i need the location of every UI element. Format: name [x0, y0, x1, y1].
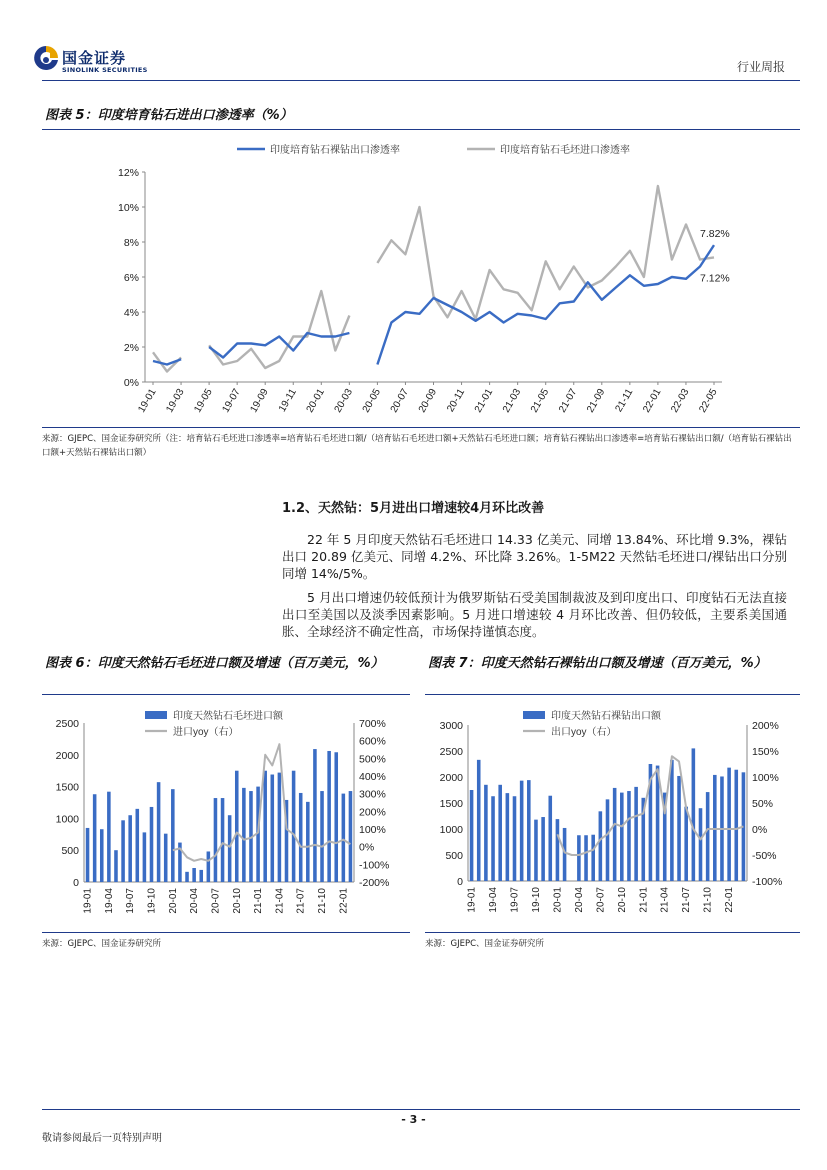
header-rule: [42, 80, 800, 81]
figure7-chart: [425, 698, 800, 930]
bar: [513, 796, 517, 881]
x-tick-label: 21-07: [295, 888, 307, 914]
x-tick-label: 20-11: [445, 387, 468, 415]
bar: [199, 870, 203, 882]
y2-tick-label: 0%: [752, 824, 768, 836]
y-tick-label: 4%: [123, 307, 139, 319]
y-tick-label: 0: [457, 876, 463, 888]
bar: [342, 794, 346, 882]
y-tick-label: 0%: [123, 377, 139, 389]
bar: [734, 770, 738, 881]
x-tick-label: 19-10: [530, 887, 542, 913]
bar: [584, 835, 588, 881]
bar: [627, 791, 631, 881]
legend-swatch-bars: [523, 711, 545, 719]
bar: [207, 851, 211, 882]
bar: [114, 850, 118, 882]
bar: [563, 828, 567, 881]
x-tick-label: 22-01: [724, 887, 736, 913]
y2-tick-label: -200%: [359, 877, 390, 889]
figure7-bottom-rule: [425, 932, 800, 933]
x-tick-label: 19-07: [125, 888, 137, 914]
x-tick-label: 21-10: [702, 887, 714, 913]
x-tick-label: 20-09: [416, 387, 440, 415]
y2-tick-label: 100%: [752, 772, 779, 784]
figure7-title-rule: [425, 694, 800, 695]
bar: [157, 782, 161, 882]
bar: [292, 771, 296, 882]
bar: [320, 791, 324, 882]
figure7-source: 来源：GJEPC、国金证券研究所: [425, 939, 545, 949]
bar: [150, 807, 154, 882]
bar: [706, 792, 710, 881]
x-tick-label: 19-09: [248, 387, 271, 415]
bar: [171, 789, 175, 882]
y2-tick-label: 50%: [752, 798, 774, 810]
y-tick-label: 2%: [123, 342, 139, 354]
bar: [520, 781, 524, 881]
x-tick-label: 21-01: [253, 888, 265, 914]
x-tick-label: 20-07: [595, 887, 607, 913]
bar: [548, 796, 552, 881]
y-tick-label: 500: [61, 845, 79, 858]
bar: [143, 832, 147, 882]
bar: [228, 815, 232, 882]
y2-tick-label: -100%: [752, 876, 783, 888]
x-tick-label: 19-04: [488, 887, 500, 913]
legend-label-0: 印度培育钻石裸钻出口渗透率: [270, 145, 400, 156]
logo-cn: 国金证券: [62, 49, 127, 67]
y-tick-label: 3000: [439, 720, 463, 732]
x-tick-label: 21-05: [528, 387, 552, 415]
x-tick-label: 20-01: [304, 387, 327, 415]
x-tick-label: 22-01: [641, 387, 664, 415]
y2-tick-label: -100%: [359, 859, 390, 872]
bar: [541, 817, 545, 881]
x-tick-label: 20-04: [573, 887, 585, 913]
x-tick-label: 19-10: [146, 888, 158, 914]
bar: [591, 835, 595, 881]
bar: [556, 819, 560, 881]
x-tick-label: 20-01: [552, 887, 564, 913]
y-tick-label: 2000: [55, 749, 79, 762]
x-tick-label: 21-04: [659, 887, 671, 913]
bar: [86, 828, 90, 882]
y2-tick-label: 100%: [359, 824, 386, 836]
y2-tick-label: 150%: [752, 746, 779, 758]
bar: [271, 775, 275, 882]
bar: [534, 820, 538, 881]
y-tick-label: 10%: [117, 202, 139, 214]
bar: [349, 791, 353, 882]
y-tick-label: 1000: [439, 824, 463, 836]
x-tick-label: 20-10: [231, 888, 243, 914]
y-tick-label: 2500: [439, 746, 463, 758]
y-tick-label: 0: [73, 877, 79, 889]
legend-swatch-bars: [145, 711, 167, 719]
series-line-0: [153, 245, 714, 364]
logo-en: SINOLINK SECURITIES: [62, 66, 148, 74]
bar: [93, 794, 97, 882]
y2-tick-label: 200%: [752, 720, 779, 732]
x-tick-label: 21-03: [500, 387, 524, 415]
y2-tick-label: 200%: [359, 806, 386, 819]
x-tick-label: 21-11: [613, 387, 636, 415]
x-tick-label: 20-03: [332, 387, 355, 415]
bar: [185, 872, 189, 882]
x-tick-label: 19-04: [103, 888, 115, 914]
figure5-chart: [42, 130, 800, 425]
section-heading: 1.2、天然钻：5月进出口增速较4月环比改善: [282, 501, 545, 516]
y2-tick-label: 600%: [359, 735, 386, 748]
figure6-chart: [42, 698, 412, 930]
x-tick-label: 22-03: [669, 387, 692, 415]
bar: [107, 792, 111, 882]
y-tick-label: 1000: [55, 813, 79, 826]
legend-label-yoy: 进口yoy（右）: [173, 727, 239, 738]
bar: [491, 796, 495, 881]
footer-rule: [42, 1109, 800, 1110]
bar: [299, 793, 303, 882]
x-tick-label: 22-05: [697, 387, 720, 415]
x-tick-label: 19-01: [82, 888, 94, 914]
figure6-title-rule: [42, 694, 410, 695]
bar: [313, 749, 317, 882]
bar: [606, 799, 610, 881]
bar: [334, 752, 338, 882]
bar: [599, 811, 603, 881]
x-tick-label: 19-07: [509, 887, 521, 913]
x-tick-label: 19-11: [276, 387, 299, 415]
section-paragraph-2: 5 月出口增速仍较低预计为俄罗斯钻石受美国制裁波及到印度出口、印度钻石无法直接出口至美国以及淡季因素影响。5 月进口增速较 4 月环比改善、但仍较低，主要系美国通胀、全球经济不确定性高，市场保持谨慎态度。: [282, 590, 787, 639]
x-tick-label: 19-07: [220, 387, 243, 415]
legend-label-bars: 印度天然钻石毛坯进口额: [173, 711, 283, 722]
x-tick-label: 20-07: [210, 888, 222, 914]
x-tick-label: 21-07: [557, 387, 580, 415]
x-tick-label: 21-07: [681, 887, 693, 913]
bar: [613, 788, 617, 881]
x-tick-label: 21-10: [317, 888, 329, 914]
bar: [235, 771, 239, 882]
x-tick-label: 20-05: [360, 387, 383, 415]
y-tick-label: 8%: [123, 237, 139, 249]
bar: [484, 785, 488, 881]
bar: [727, 768, 731, 881]
bar: [306, 802, 310, 882]
bar: [577, 835, 581, 881]
figure7-title: 图表 7：印度天然钻石裸钻出口额及增速（百万美元，%）: [428, 656, 767, 671]
bar: [242, 788, 246, 882]
figure5-source: 来源：GJEPC、国金证券研究所（注：培育钻石毛坯进口渗透率=培育钻石毛坯进口额/（培育钻石毛坯进口额+天然钻石毛坯进口额；培育钻石裸钻出口渗透率=培育钻石裸钻出口额/（培育钻石裸钻出口额+天然钻石裸钻出口额）: [42, 434, 792, 458]
bar: [670, 760, 674, 881]
bar: [221, 798, 225, 882]
y-tick-label: 1500: [439, 798, 463, 810]
annotation-gray: 7.12%: [700, 272, 730, 285]
section-paragraph-1: 22 年 5 月印度天然钻石毛坯进口 14.33 亿美元、同增 13.84%、环比增 9.3%，裸钻出口 20.89 亿美元、同增 4.2%、环比降 3.26%。1-5M22 天然钻毛坯进口/裸钻出口分别同增 14%/5%。: [282, 532, 787, 581]
x-tick-label: 21-01: [472, 387, 496, 415]
x-tick-label: 20-10: [616, 887, 628, 913]
footer-disclaimer: 敬请参阅最后一页特别声明: [42, 1133, 162, 1144]
bar: [214, 798, 218, 882]
x-tick-label: 19-03: [164, 387, 187, 415]
bar: [692, 748, 696, 881]
bar: [164, 834, 168, 882]
y2-tick-label: 500%: [359, 753, 386, 766]
bar: [498, 785, 502, 881]
logo-mark: [32, 44, 60, 76]
figure5-bottom-rule: [42, 427, 800, 428]
report-type: 行业周报: [736, 60, 785, 74]
y-tick-label: 2000: [439, 772, 463, 784]
legend-label-bars: 印度天然钻石裸钻出口额: [551, 711, 661, 722]
bar: [477, 760, 481, 881]
x-tick-label: 19-01: [136, 387, 159, 415]
bar: [128, 815, 132, 882]
x-tick-label: 22-01: [338, 888, 350, 914]
bar: [634, 787, 638, 881]
x-tick-label: 21-01: [638, 887, 650, 913]
y2-tick-label: 300%: [359, 788, 386, 801]
figure6-bottom-rule: [42, 932, 410, 933]
bar: [192, 868, 196, 882]
bar: [470, 790, 474, 881]
y2-tick-label: -50%: [752, 850, 777, 862]
figure5-title: 图表 5：印度培育钻石进出口渗透率（%）: [45, 108, 293, 123]
x-tick-label: 19-05: [192, 387, 215, 415]
y-tick-label: 2500: [55, 718, 79, 730]
figure6-title: 图表 6：印度天然钻石毛坯进口额及增速（百万美元，%）: [45, 656, 384, 671]
bar: [506, 793, 510, 881]
bar: [699, 808, 703, 881]
bar: [263, 771, 267, 882]
bar: [677, 776, 681, 881]
legend-label-1: 印度培育钻石毛坯进口渗透率: [500, 145, 630, 156]
y2-tick-label: 700%: [359, 718, 386, 730]
bar: [620, 793, 624, 881]
x-tick-label: 19-01: [466, 887, 478, 913]
bar: [100, 829, 104, 882]
bar: [278, 773, 282, 882]
x-tick-label: 20-04: [189, 888, 201, 914]
y-tick-label: 6%: [123, 272, 139, 284]
y-tick-label: 1500: [55, 781, 79, 794]
bar: [527, 780, 531, 881]
page-number: - 3 -: [401, 1113, 426, 1126]
y2-tick-label: 0%: [359, 841, 375, 854]
y-tick-label: 12%: [117, 167, 139, 179]
bar: [121, 820, 125, 882]
bar: [713, 775, 717, 881]
y-tick-label: 500: [445, 850, 463, 862]
bar: [327, 751, 331, 882]
x-tick-label: 21-09: [585, 387, 608, 415]
x-tick-label: 20-01: [167, 888, 179, 914]
x-tick-label: 21-04: [274, 888, 286, 914]
legend-label-yoy: 出口yoy（右）: [551, 727, 617, 738]
y2-tick-label: 400%: [359, 771, 386, 783]
figure6-source: 来源：GJEPC、国金证券研究所: [42, 939, 162, 949]
x-tick-label: 20-07: [388, 387, 412, 415]
annotation-blue: 7.82%: [700, 228, 730, 241]
bar: [684, 807, 688, 881]
bar: [136, 809, 140, 882]
